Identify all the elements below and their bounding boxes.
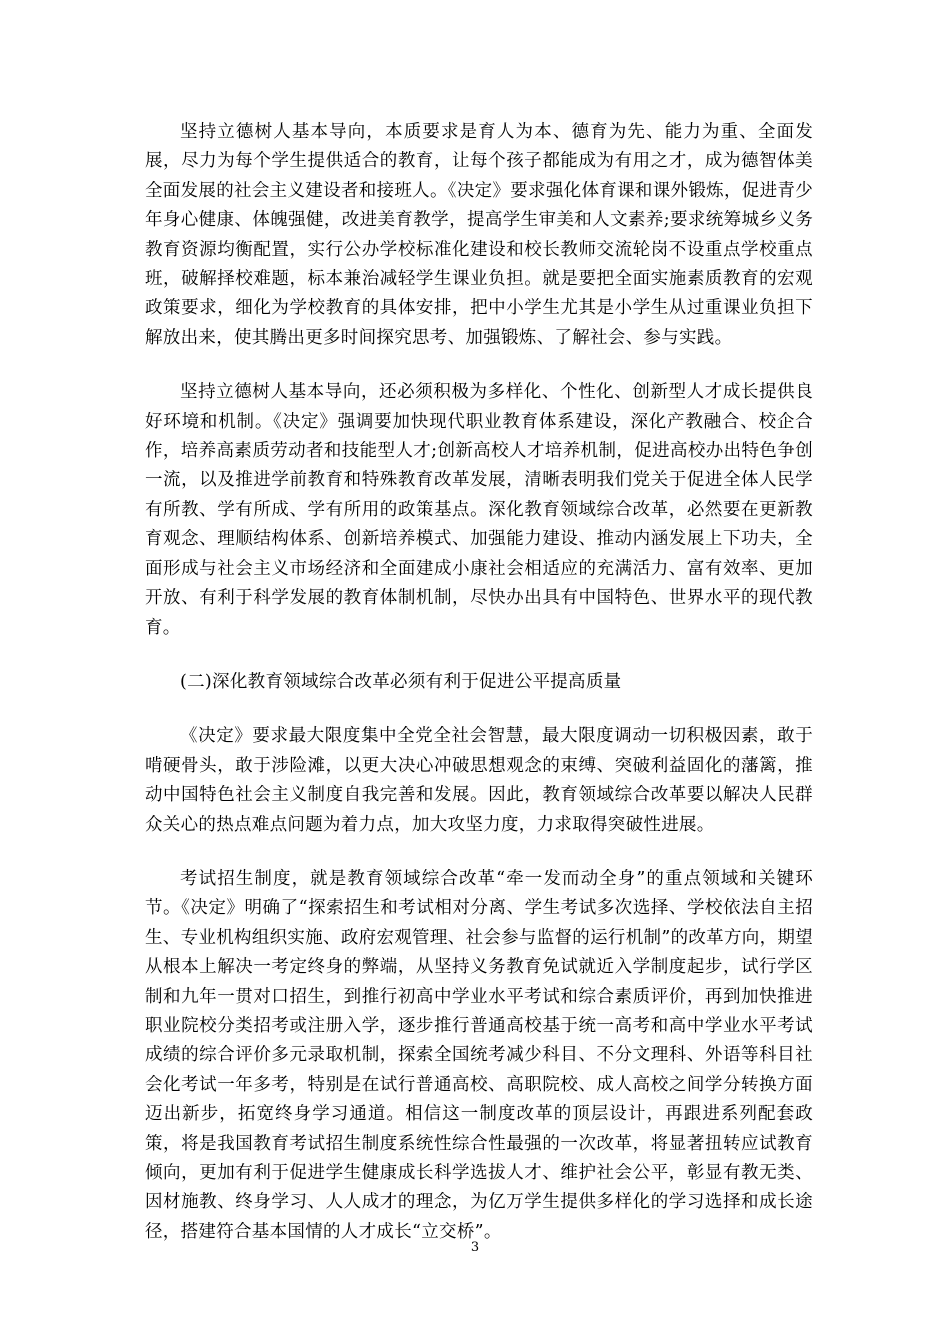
- paragraph-3: 《决定》要求最大限度集中全党全社会智慧，最大限度调动一切积极因素，敢于啃硬骨头，敢于涉险滩，以更大决心冲破思想观念的束缚、突破利益固化的藩篱，推动中国特色社会主义制度自我完善和发展。因此，教育领域综合改革要以解决人民群众关心的热点难点问题为着力点，加大攻坚力度，力求取得突破性进展。: [145, 726, 813, 835]
- document-body: [145, 118, 813, 1247]
- paragraph-1: 坚持立德树人基本导向，本质要求是育人为本、德育为先、能力为重、全面发展，尽力为每个学生提供适合的教育，让每个孩子都能成为有用之才，成为德智体美全面发展的社会主义建设者和接班人。《决定》要求强化体育课和课外锻炼，促进青少年身心健康、体魄强健，改进美育教学，提高学生审美和人文素养;要求统筹城乡义务教育资源均衡配置，实行公办学校标准化建设和校长教师交流轮岗不设重点学校重点班，破解择校难题，标本兼治减轻学生课业负担。就是要把全面实施素质教育的宏观政策要求，细化为学校教育的具体安排，把中小学生尤其是小学生从过重课业负担下解放出来，使其腾出更多时间探究思考、加强锻炼、了解社会、参与实践。: [145, 122, 813, 348]
- paragraph-2: 坚持立德树人基本导向，还必须积极为多样化、个性化、创新型人才成长提供良好环境和机制。《决定》强调要加快现代职业教育体系建设，深化产教融合、校企合作，培养高素质劳动者和技能型人才;创新高校人才培养机制，促进高校办出特色争创一流，以及推进学前教育和特殊教育改革发展，清晰表明我们党关于促进全体人民学有所教、学有所成、学有所用的政策基点。深化教育领域综合改革，必然要在更新教育观念、理顺结构体系、创新培养模式、加强能力建设、推动内涵发展上下功夫，全面形成与社会主义市场经济和全面建成小康社会相适应的充满活力、富有效率、更加开放、有利于科学发展的教育体制机制，尽快办出具有中国特色、世界水平的现代教育。: [145, 382, 813, 638]
- paragraph-4: 考试招生制度，就是教育领域综合改革“牵一发而动全身”的重点领域和关键环节。《决定》明确了“探索招生和考试相对分离、学生考试多次选择、学校依法自主招生、专业机构组织实施、政府宏观管理、社会参与监督的运行机制”的改革方向，期望从根本上解决一考定终身的弊端，从坚持义务教育免试就近入学制度起步，试行学区制和九年一贯对口招生，到推行初高中学业水平考试和综合素质评价，再到加快推进职业院校分类招考或注册入学，逐步推行普通高校基于统一高考和高中学业水平考试成绩的综合评价多元录取机制，探索全国统考减少科目、不分文理科、外语等科目社会化考试一年多考，特别是在试行普通高校、高职院校、成人高校之间学分转换方面迈出新步，拓宽终身学习通道。相信这一制度改革的顶层设计，再跟进系列配套政策，将是我国教育考试招生制度系统性综合性最强的一次改革，将显著扭转应试教育倾向，更加有利于促进学生健康成长科学选拔人才、维护社会公平，彰显有教无类、因材施教、终身学习、人人成才的理念，为亿万学生提供多样化的学习选择和成长途径，搭建符合基本国情的人才成长“立交桥”。: [145, 868, 813, 1242]
- page-number: 3: [470, 1240, 480, 1255]
- section-heading: (二)深化教育领域综合改革必须有利于促进公平提高质量: [180, 671, 622, 692]
